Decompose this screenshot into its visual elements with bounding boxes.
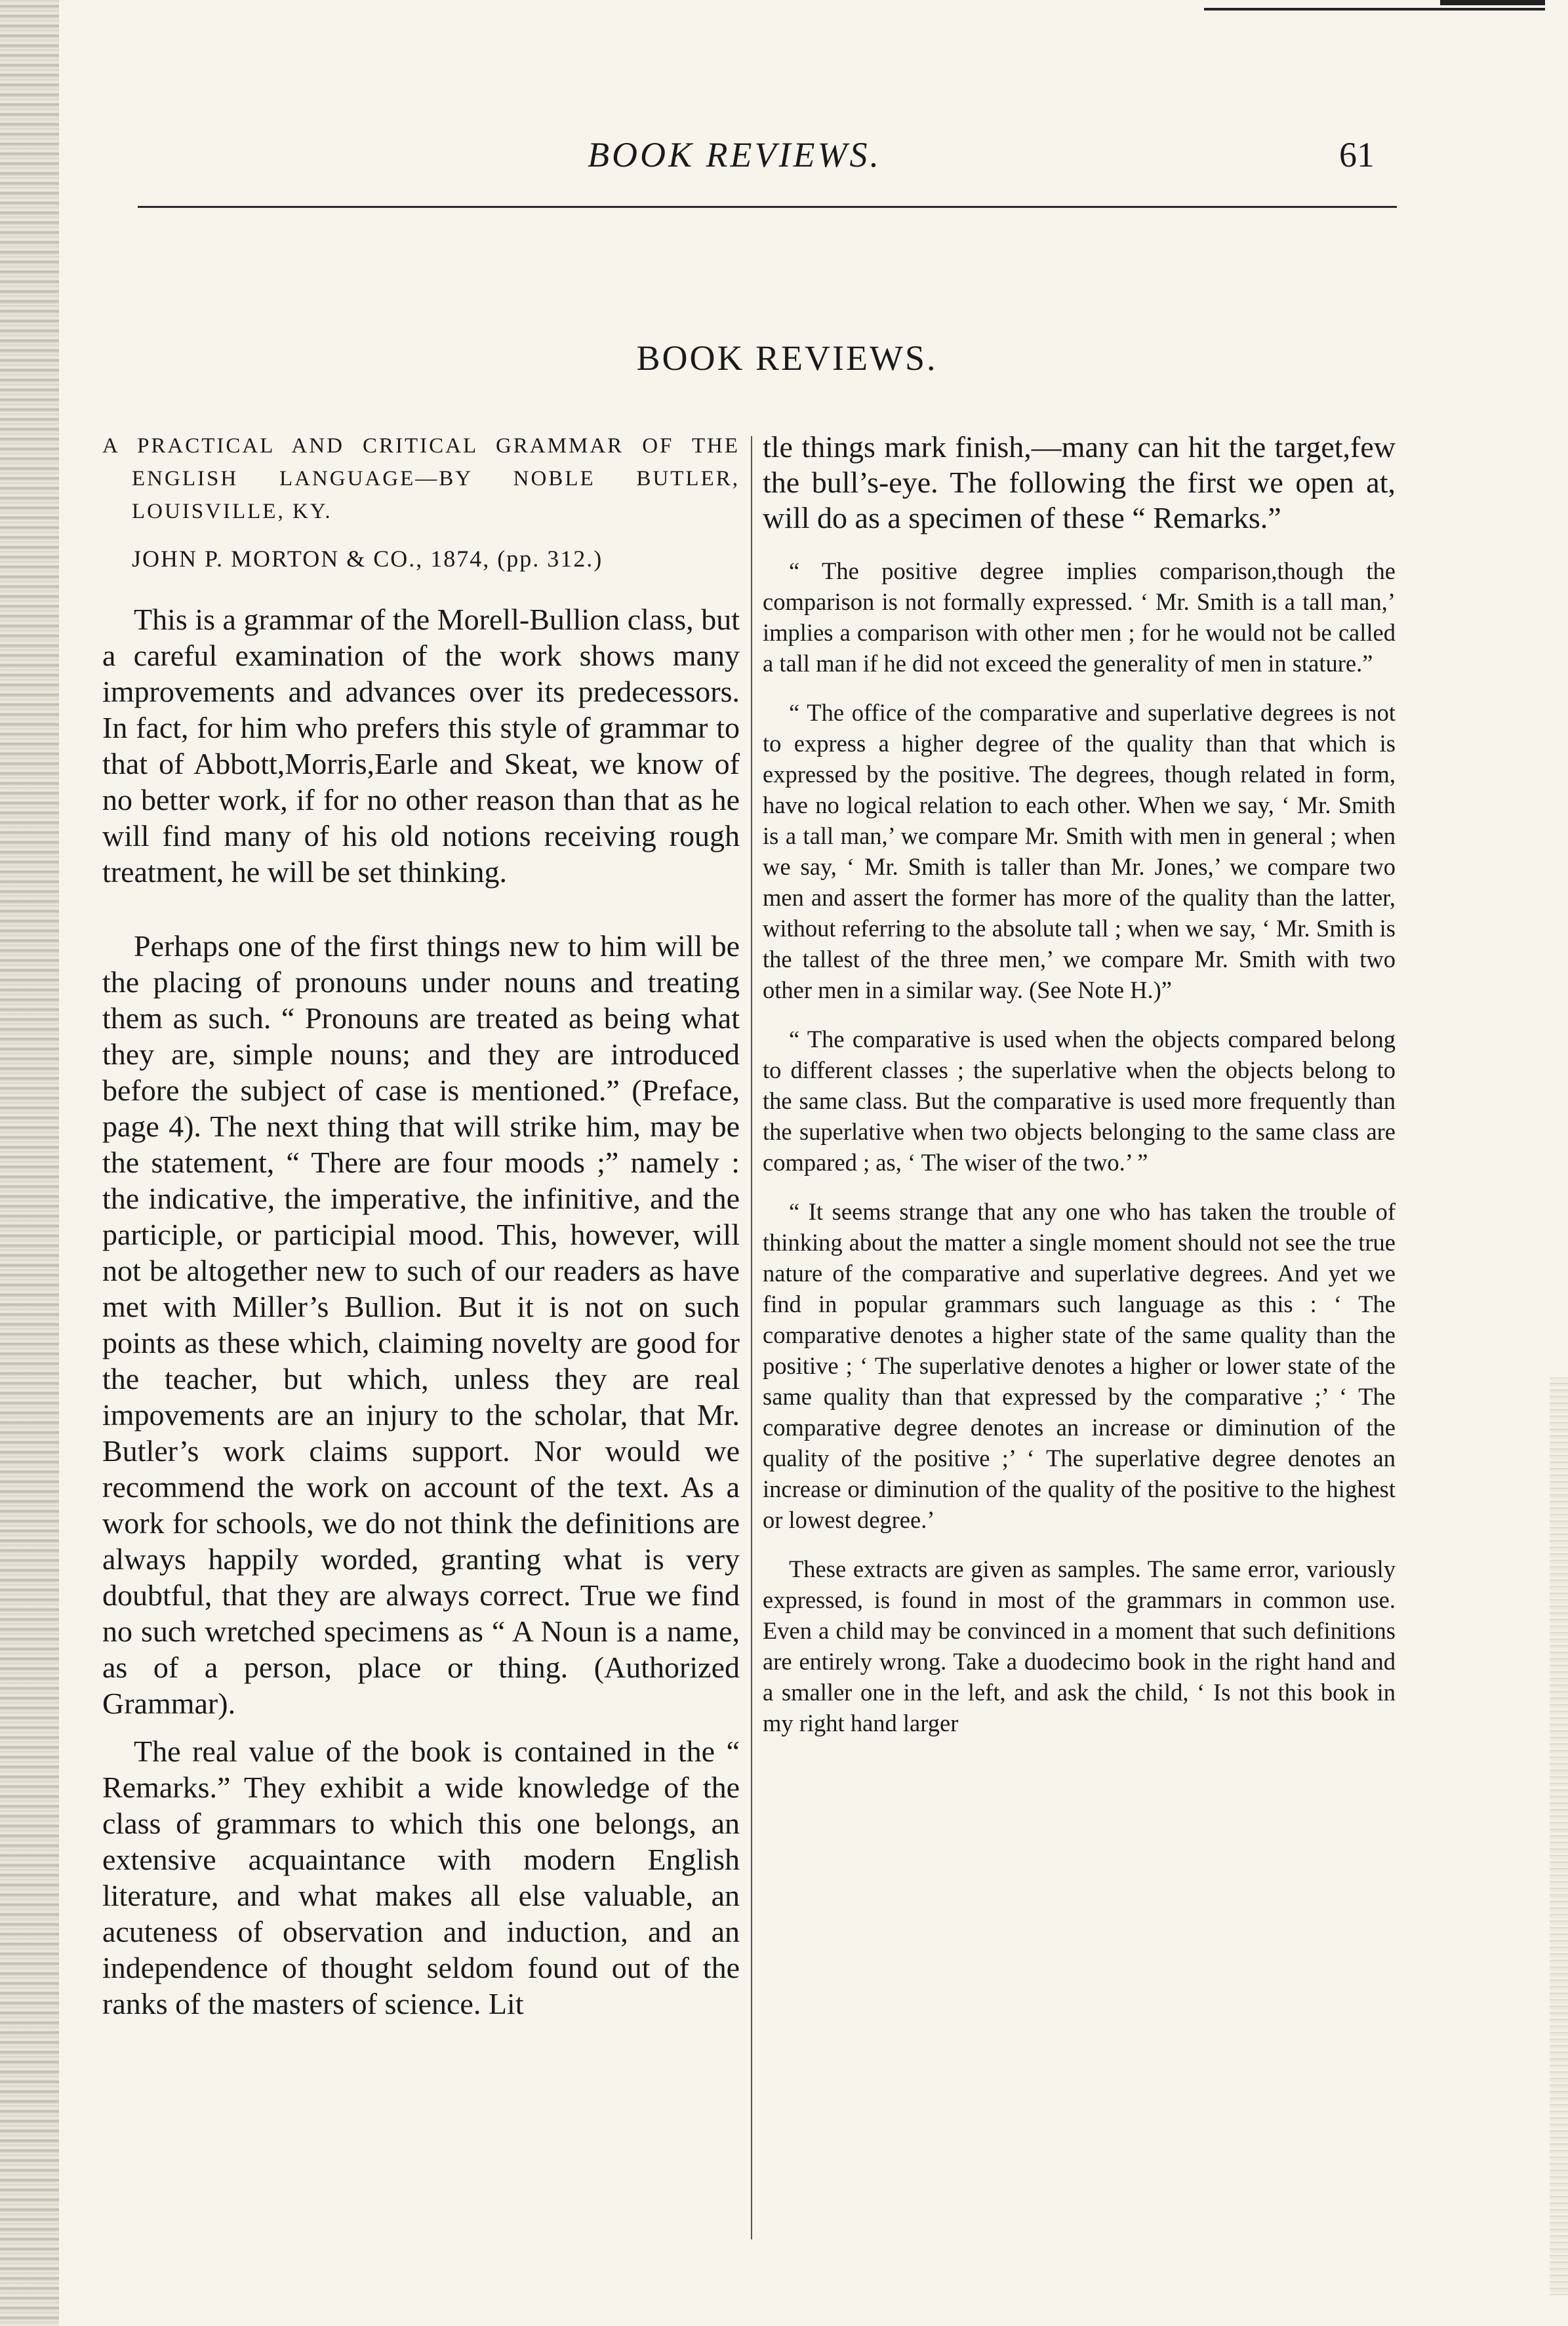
publisher-line: JOHN P. MORTON & CO., 1874, (pp. 312.) <box>132 546 603 572</box>
section-title: BOOK REVIEWS. <box>636 338 938 378</box>
book-title: A PRACTICAL AND CRITICAL GRAMMAR OF THE ENGLISH LANGUAGE—BY NOBLE BUTLER, LOUISVILLE, KY. <box>102 434 740 523</box>
review-paragraph: tle things mark finish,—many can hit the target,few the bull’s-eye. The following the first we open at, will do as a specimen of these “ Remarks.” <box>763 430 1396 534</box>
quoted-remark: “ The comparative is used when the objects compared belong to different classes ; the superlative when the objects belong to the same class. But the comparative is used more frequently than the superlative when two objects belonging to the same class are compared ; as, ‘ The wiser of the two.’ ” <box>763 1026 1396 1176</box>
right-column <box>763 430 1396 1757</box>
review-paragraph: The real value of the book is contained in the “ Remarks.” They exhibit a wide knowledge of the class of grammars to which this one belongs, an extensive acquaintance with modern English literature, and what makes all else valuable, an acuteness of observation and induction, and an independence of thought seldom found out of the ranks of the masters of science. Lit <box>102 1734 740 2020</box>
top-border-rule <box>1204 8 1545 10</box>
top-border-mark <box>1440 0 1545 5</box>
header-rule <box>138 206 1397 208</box>
review-paragraph: These extracts are given as samples. The same error, variously expressed, is found in most of the grammars in common use. Even a child may be convinced in a moment that such definitions are entirely wrong. Take a duodecimo book in the right hand and a smaller one in the left, and ask the child, ‘ Is not this book in my right hand larger <box>763 1555 1396 1736</box>
quoted-remark: “ The office of the comparative and superlative degrees is not to express a higher degree of the quality than that which is expressed by the positive. The degrees, though related in form, have no logical relation to each other. When we say, ‘ Mr. Smith is a tall man,’ we compare Mr. Smith with men in general ; when we say, ‘ Mr. Smith is taller than Mr. Jones,’ we compare two men and assert the former has more of the quality than the latter, without referring to the absolute tall ; when we say, ‘ Mr. Smith is the tallest of the three men,’ we compare Mr. Smith with two other men in a similar way. (See Note H.)” <box>763 699 1396 1003</box>
page-number: 61 <box>1339 135 1375 174</box>
quoted-remark: “ It seems strange that any one who has taken the trouble of thinking about the matter a single moment should not see the true nature of the comparative and superlative degrees. And yet we find in popular grammars such language as this : ‘ The comparative denotes a higher state of the same quality than the positive ; ‘ The superlative denotes a higher or lower state of the same quality than that expressed by the comparative ;’ ‘ The comparative degree denotes an increase or diminution of the quality of the positive ;’ ‘ The superlative degree denotes an increase or diminution of the quality of the positive to the highest or lowest degree.’ <box>763 1198 1396 1533</box>
quoted-remark: “ The positive degree implies comparison,though the comparison is not formally expressed. ‘ Mr. Smith is a tall man,’ implies a comparison with other men ; for he would not be called a tall man if he did not exceed the generality of men in stature.” <box>763 557 1396 677</box>
scan-left-edge <box>0 0 59 2326</box>
review-paragraph: This is a grammar of the Morell-Bullion class, but a careful examination of the work shows many improvements and advances over its predecessors. In fact, for him who prefers this style of grammar to that of Abbott,Morris,Earle and Skeat, we know of no better work, if for no other reason than that as he will find many of his old notions receiving rough treatment, he will be set thinking. <box>102 603 740 889</box>
review-paragraph: Perhaps one of the first things new to him will be the placing of pronouns under nouns and treating them as such. “ Pronouns are treated as being what they are, simple nouns; and they are introduced before the subject of case is mentioned.” (Preface, page 4). The next thing that will strike him, may be the statement, “ There are four moods ;” namely : the indicative, the imperative, the infinitive, and the participle, or participial mood. This, however, will not be altogether new to such of our readers as have met with Miller’s Bullion. But it is not on such points as these which, claiming novelty are good for the teacher, but which, unless they are real impovements are an injury to the scholar, that Mr. Butler’s work claims support. Nor would we recommend the work on account of the text. As a work for schools, we do not think the definitions are always happily worded, granting what is very doubtful, that they are always correct. True we find no such wretched specimens as “ A Noun is a name, as of a person, place or thing. (Authorized Grammar). <box>102 929 740 1720</box>
running-head: BOOK REVIEWS. <box>588 135 881 174</box>
scan-right-edge <box>1550 1377 1568 2295</box>
column-divider <box>751 436 752 2239</box>
left-column <box>102 430 740 2060</box>
